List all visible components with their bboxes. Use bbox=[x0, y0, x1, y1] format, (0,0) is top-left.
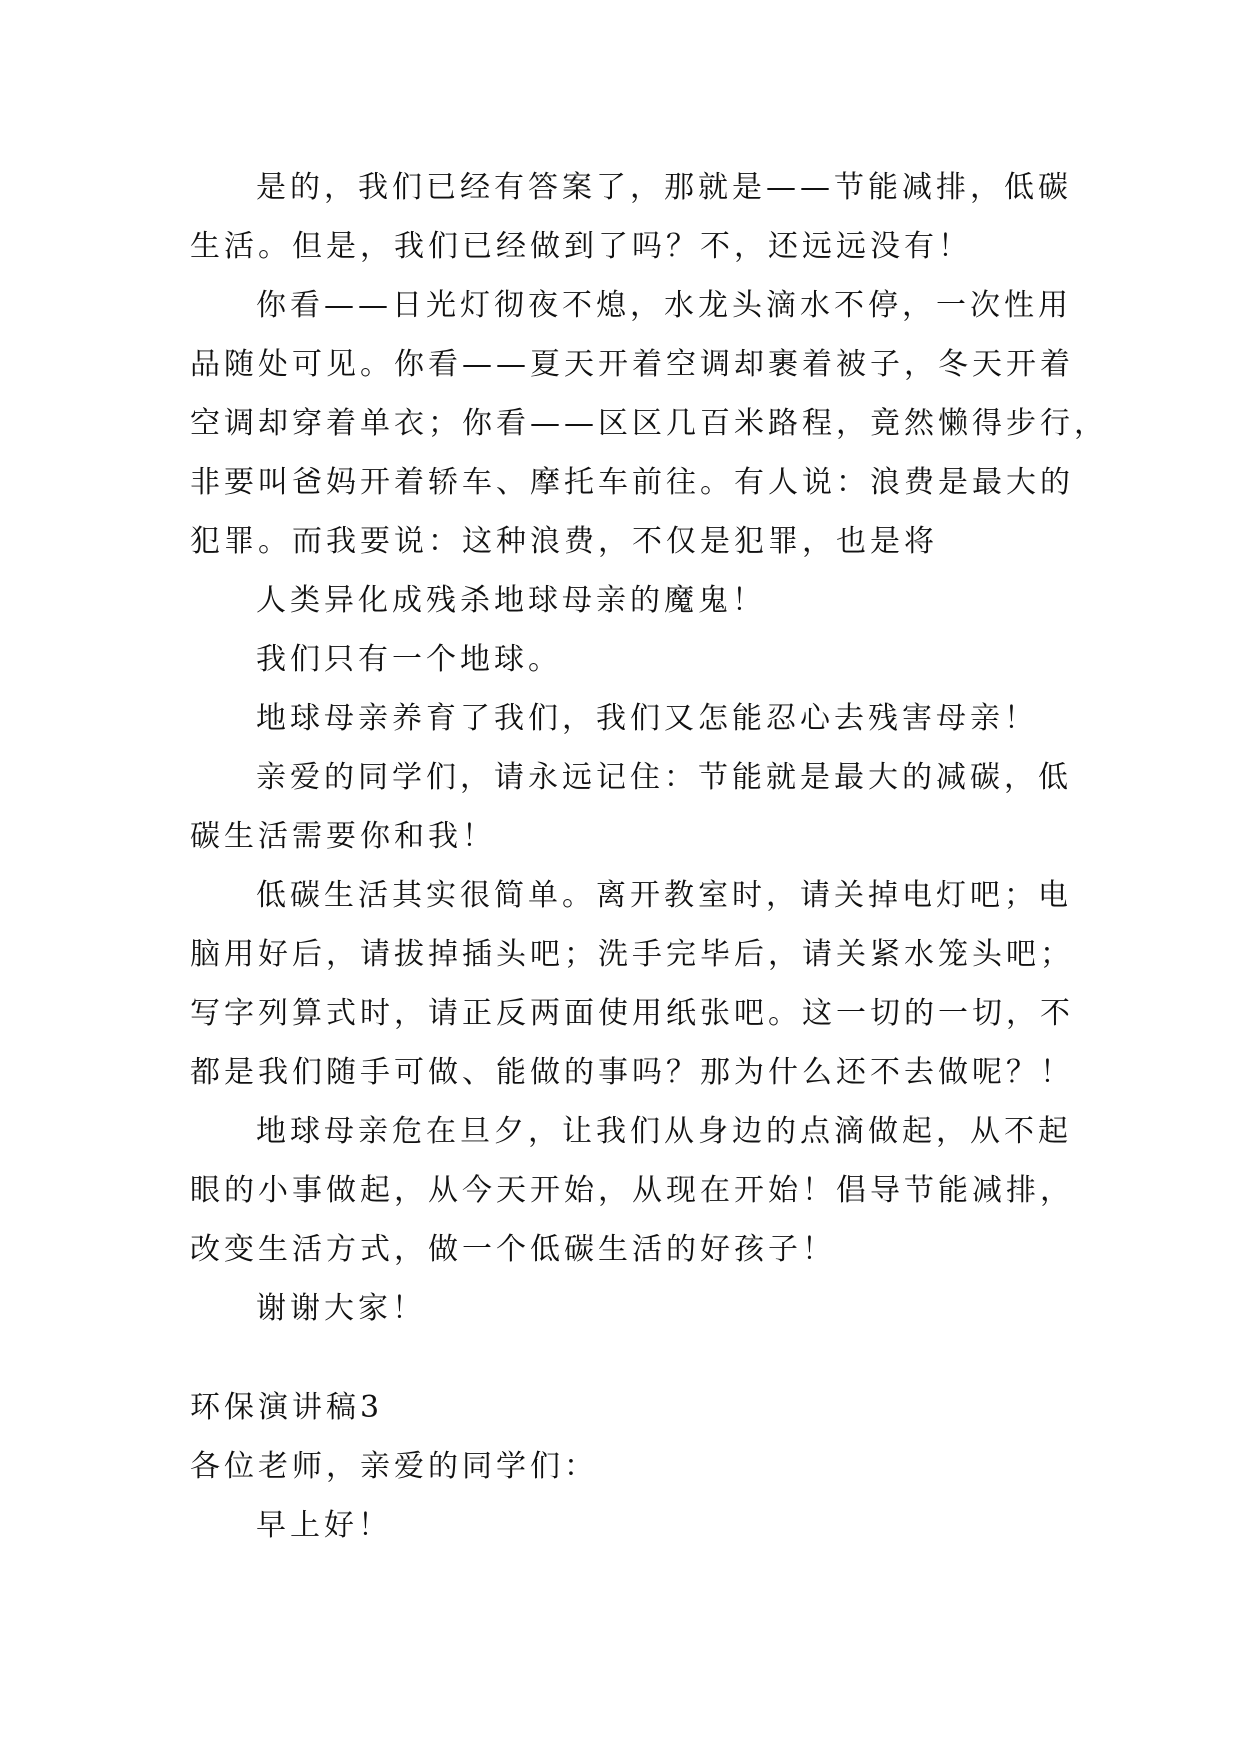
paragraph-line: 地球母亲养育了我们，我们又怎能忍心去残害母亲！ bbox=[256, 701, 1038, 736]
paragraph-line: 非要叫爸妈开着轿车、摩托车前往。有人说：浪费是最大的 bbox=[190, 465, 1074, 500]
paragraph-line: 碳生活需要你和我！ bbox=[190, 819, 496, 854]
paragraph-line: 写字列算式时，请正反两面使用纸张吧。这一切的一切，不 bbox=[190, 996, 1074, 1031]
paragraph-line: 人类异化成残杀地球母亲的魔鬼！ bbox=[256, 583, 766, 618]
paragraph-line: 谢谢大家！ bbox=[256, 1291, 426, 1326]
paragraph-line: 你看——日光灯彻夜不熄，水龙头滴水不停，一次性用 bbox=[256, 288, 1072, 323]
paragraph-line: 改变生活方式，做一个低碳生活的好孩子！ bbox=[190, 1232, 836, 1267]
paragraph-line: 都是我们随手可做、能做的事吗？那为什么还不去做呢？！ bbox=[190, 1055, 1074, 1090]
greeting-line: 早上好！ bbox=[256, 1508, 392, 1543]
section-block bbox=[190, 1378, 1056, 1555]
speech-body bbox=[190, 158, 1108, 1338]
paragraph-line: 低碳生活其实很简单。离开教室时，请关掉电灯吧；电 bbox=[256, 878, 1072, 913]
paragraph-line: 地球母亲危在旦夕，让我们从身边的点滴做起，从不起 bbox=[256, 1114, 1072, 1149]
paragraph-line: 品随处可见。你看——夏天开着空调却裹着被子，冬天开着 bbox=[190, 347, 1074, 382]
salutation-line: 各位老师，亲爱的同学们： bbox=[190, 1449, 598, 1484]
paragraph-line: 生活。但是，我们已经做到了吗？不，还远远没有！ bbox=[190, 229, 972, 264]
paragraph-line: 我们只有一个地球。 bbox=[256, 642, 562, 677]
paragraph-line: 犯罪。而我要说：这种浪费，不仅是犯罪，也是将 bbox=[190, 524, 938, 559]
section-title: 环保演讲稿3 bbox=[190, 1390, 384, 1425]
paragraph-line: 空调却穿着单衣；你看——区区几百米路程，竟然懒得步行， bbox=[190, 406, 1108, 441]
paragraph-line: 眼的小事做起，从今天开始，从现在开始！倡导节能减排， bbox=[190, 1173, 1074, 1208]
paragraph-line: 是的，我们已经有答案了，那就是——节能减排，低碳 bbox=[256, 170, 1072, 205]
paragraph-line: 亲爱的同学们，请永远记住：节能就是最大的减碳，低 bbox=[256, 760, 1072, 795]
paragraph-line: 脑用好后，请拔掉插头吧；洗手完毕后，请关紧水笼头吧； bbox=[190, 937, 1074, 972]
